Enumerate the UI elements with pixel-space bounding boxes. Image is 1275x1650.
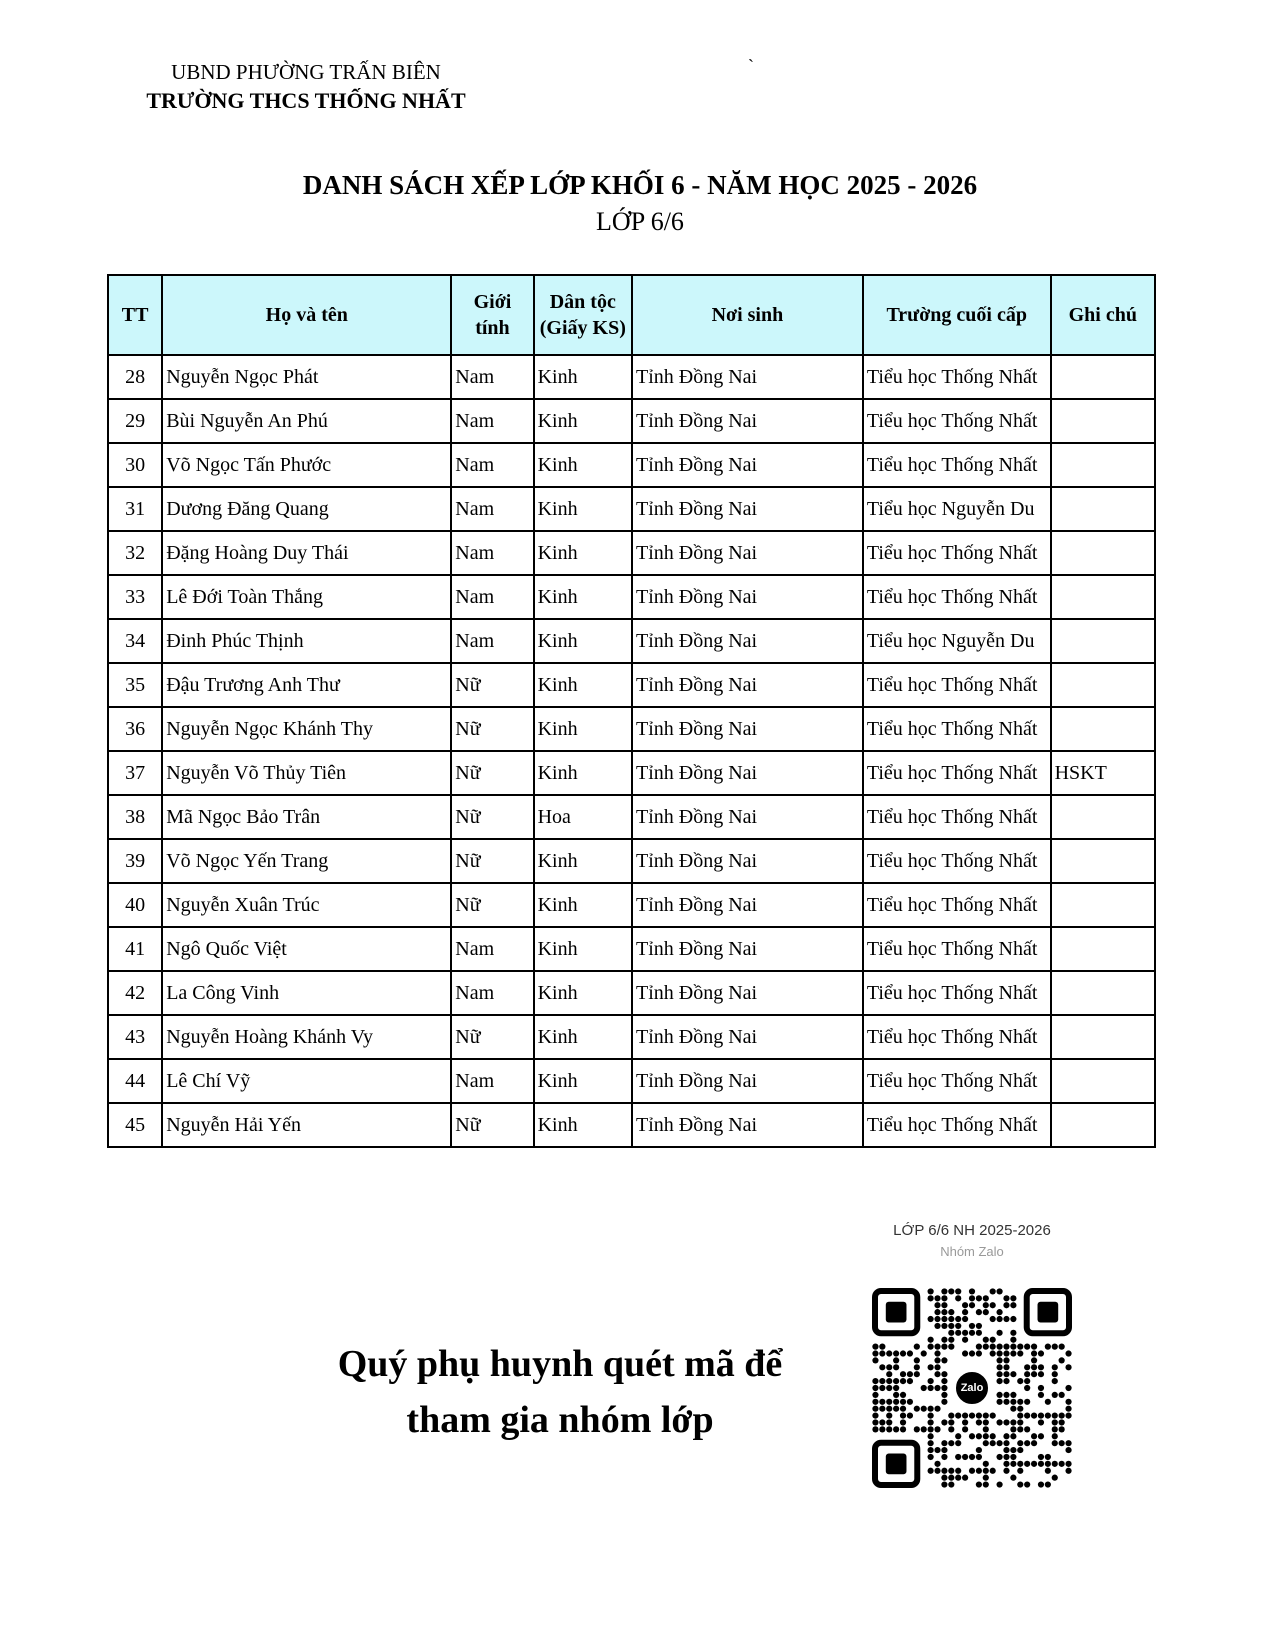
title-block — [160, 168, 1120, 240]
cell-tt: 30 — [108, 443, 162, 487]
cell-prev-school: Tiểu học Thống Nhất — [863, 883, 1051, 927]
cell-gender: Nữ — [451, 795, 533, 839]
cell-prev-school: Tiểu học Thống Nhất — [863, 971, 1051, 1015]
cell-tt: 36 — [108, 707, 162, 751]
cell-name: Lê Đới Toàn Thắng — [162, 575, 451, 619]
cell-name: Nguyễn Xuân Trúc — [162, 883, 451, 927]
cell-ethnicity: Kinh — [534, 971, 632, 1015]
cell-birthplace: Tỉnh Đồng Nai — [632, 619, 863, 663]
cell-prev-school: Tiểu học Nguyễn Du — [863, 619, 1051, 663]
cell-name: Nguyễn Võ Thủy Tiên — [162, 751, 451, 795]
table-row — [108, 883, 1155, 927]
table-row — [108, 927, 1155, 971]
cell-birthplace: Tỉnh Đồng Nai — [632, 663, 863, 707]
cell-prev-school: Tiểu học Thống Nhất — [863, 663, 1051, 707]
cell-name: Đặng Hoàng Duy Thái — [162, 531, 451, 575]
cell-birthplace: Tỉnh Đồng Nai — [632, 487, 863, 531]
cell-gender: Nam — [451, 487, 533, 531]
table-row — [108, 971, 1155, 1015]
table-row — [108, 839, 1155, 883]
cell-tt: 34 — [108, 619, 162, 663]
cell-tt: 40 — [108, 883, 162, 927]
cell-note — [1051, 619, 1155, 663]
qr-title: LỚP 6/6 NH 2025-2026 — [893, 1222, 1051, 1239]
col-header-gender: Giới tính — [451, 275, 533, 355]
cell-birthplace: Tỉnh Đồng Nai — [632, 1103, 863, 1147]
join-group-message — [290, 1336, 830, 1448]
cell-ethnicity: Kinh — [534, 355, 632, 399]
cell-ethnicity: Hoa — [534, 795, 632, 839]
cell-tt: 28 — [108, 355, 162, 399]
cell-name: Nguyễn Hải Yến — [162, 1103, 451, 1147]
cell-name: Đinh Phúc Thịnh — [162, 619, 451, 663]
cell-tt: 35 — [108, 663, 162, 707]
cell-prev-school: Tiểu học Thống Nhất — [863, 531, 1051, 575]
cell-birthplace: Tỉnh Đồng Nai — [632, 971, 863, 1015]
cell-prev-school: Tiểu học Thống Nhất — [863, 795, 1051, 839]
zalo-qr-card — [822, 1222, 1122, 1490]
table-body — [108, 355, 1155, 1147]
cell-ethnicity: Kinh — [534, 399, 632, 443]
cell-note — [1051, 531, 1155, 575]
cell-tt: 39 — [108, 839, 162, 883]
cell-name: La Công Vinh — [162, 971, 451, 1015]
cell-tt: 45 — [108, 1103, 162, 1147]
table-row — [108, 1015, 1155, 1059]
cell-birthplace: Tỉnh Đồng Nai — [632, 927, 863, 971]
cell-prev-school: Tiểu học Nguyễn Du — [863, 487, 1051, 531]
cell-ethnicity: Kinh — [534, 883, 632, 927]
cell-tt: 43 — [108, 1015, 162, 1059]
student-roster-table — [107, 274, 1156, 1148]
cell-gender: Nam — [451, 355, 533, 399]
cell-ethnicity: Kinh — [534, 443, 632, 487]
cell-note — [1051, 575, 1155, 619]
cell-note — [1051, 839, 1155, 883]
cell-prev-school: Tiểu học Thống Nhất — [863, 355, 1051, 399]
cell-ethnicity: Kinh — [534, 1015, 632, 1059]
cell-prev-school: Tiểu học Thống Nhất — [863, 707, 1051, 751]
organization-name: UBND PHƯỜNG TRẤN BIÊN — [171, 60, 441, 84]
table-row — [108, 1059, 1155, 1103]
cell-prev-school: Tiểu học Thống Nhất — [863, 1059, 1051, 1103]
cell-birthplace: Tỉnh Đồng Nai — [632, 883, 863, 927]
table-row — [108, 487, 1155, 531]
table-row — [108, 355, 1155, 399]
cell-prev-school: Tiểu học Thống Nhất — [863, 1103, 1051, 1147]
cell-note — [1051, 1103, 1155, 1147]
cell-gender: Nam — [451, 927, 533, 971]
cell-gender: Nam — [451, 399, 533, 443]
table-row — [108, 619, 1155, 663]
cell-note — [1051, 1015, 1155, 1059]
cell-tt: 42 — [108, 971, 162, 1015]
cell-note — [1051, 883, 1155, 927]
cell-gender: Nam — [451, 971, 533, 1015]
cell-prev-school: Tiểu học Thống Nhất — [863, 927, 1051, 971]
cell-ethnicity: Kinh — [534, 839, 632, 883]
col-header-prev-school: Trường cuối cấp — [863, 275, 1051, 355]
cell-ethnicity: Kinh — [534, 1103, 632, 1147]
cell-gender: Nam — [451, 443, 533, 487]
cell-ethnicity: Kinh — [534, 707, 632, 751]
cell-gender: Nam — [451, 575, 533, 619]
cell-note — [1051, 487, 1155, 531]
cell-gender: Nữ — [451, 1015, 533, 1059]
cell-gender: Nữ — [451, 839, 533, 883]
cell-note — [1051, 443, 1155, 487]
cell-gender: Nam — [451, 1059, 533, 1103]
join-message-line1: Quý phụ huynh quét mã để — [337, 1343, 783, 1385]
cell-name: Bùi Nguyễn An Phú — [162, 399, 451, 443]
cell-tt: 41 — [108, 927, 162, 971]
join-message-line2: tham gia nhóm lớp — [406, 1399, 714, 1441]
cell-tt: 37 — [108, 751, 162, 795]
cell-note — [1051, 663, 1155, 707]
cell-ethnicity: Kinh — [534, 1059, 632, 1103]
cell-gender: Nữ — [451, 751, 533, 795]
cell-tt: 29 — [108, 399, 162, 443]
cell-name: Võ Ngọc Yến Trang — [162, 839, 451, 883]
cell-birthplace: Tỉnh Đồng Nai — [632, 575, 863, 619]
cell-birthplace: Tỉnh Đồng Nai — [632, 1015, 863, 1059]
zalo-logo: Zalo — [952, 1368, 992, 1408]
cell-birthplace: Tỉnh Đồng Nai — [632, 355, 863, 399]
cell-name: Dương Đăng Quang — [162, 487, 451, 531]
cell-prev-school: Tiểu học Thống Nhất — [863, 443, 1051, 487]
cell-note — [1051, 795, 1155, 839]
cell-tt: 33 — [108, 575, 162, 619]
cell-ethnicity: Kinh — [534, 531, 632, 575]
cell-birthplace: Tỉnh Đồng Nai — [632, 1059, 863, 1103]
cell-ethnicity: Kinh — [534, 663, 632, 707]
table-row — [108, 443, 1155, 487]
cell-birthplace: Tỉnh Đồng Nai — [632, 839, 863, 883]
cell-birthplace: Tỉnh Đồng Nai — [632, 751, 863, 795]
col-header-name: Họ và tên — [162, 275, 451, 355]
cell-gender: Nam — [451, 531, 533, 575]
table-row — [108, 663, 1155, 707]
cell-note — [1051, 707, 1155, 751]
col-header-tt: TT — [108, 275, 162, 355]
cell-birthplace: Tỉnh Đồng Nai — [632, 443, 863, 487]
cell-birthplace: Tỉnh Đồng Nai — [632, 399, 863, 443]
document-title: DANH SÁCH XẾP LỚP KHỐI 6 - NĂM HỌC 2025 - 2026 — [302, 170, 978, 200]
table-header-row — [108, 275, 1155, 355]
table-row — [108, 707, 1155, 751]
cell-name: Lê Chí Vỹ — [162, 1059, 451, 1103]
cell-note — [1051, 927, 1155, 971]
cell-prev-school: Tiểu học Thống Nhất — [863, 839, 1051, 883]
cell-tt: 31 — [108, 487, 162, 531]
table-row — [108, 531, 1155, 575]
class-title: LỚP 6/6 — [596, 207, 684, 236]
cell-note — [1051, 355, 1155, 399]
cell-prev-school: Tiểu học Thống Nhất — [863, 575, 1051, 619]
cell-ethnicity: Kinh — [534, 575, 632, 619]
cell-gender: Nam — [451, 619, 533, 663]
col-header-ethnicity: Dân tộc (Giấy KS) — [534, 275, 632, 355]
cell-note — [1051, 971, 1155, 1015]
qr-code-icon[interactable] — [872, 1288, 1072, 1488]
table-row — [108, 1103, 1155, 1147]
cell-name: Mã Ngọc Bảo Trân — [162, 795, 451, 839]
cell-name: Nguyễn Hoàng Khánh Vy — [162, 1015, 451, 1059]
qr-subtitle: Nhóm Zalo — [940, 1244, 1004, 1259]
table-row — [108, 399, 1155, 443]
cell-gender: Nữ — [451, 1103, 533, 1147]
cell-tt: 38 — [108, 795, 162, 839]
cell-gender: Nữ — [451, 663, 533, 707]
col-header-birthplace: Nơi sinh — [632, 275, 863, 355]
cell-note: HSKT — [1051, 751, 1155, 795]
cell-prev-school: Tiểu học Thống Nhất — [863, 399, 1051, 443]
cell-name: Ngô Quốc Việt — [162, 927, 451, 971]
cell-ethnicity: Kinh — [534, 619, 632, 663]
cell-birthplace: Tỉnh Đồng Nai — [632, 531, 863, 575]
document-header — [136, 58, 476, 116]
table-row — [108, 795, 1155, 839]
cell-note — [1051, 399, 1155, 443]
cell-birthplace: Tỉnh Đồng Nai — [632, 707, 863, 751]
cell-prev-school: Tiểu học Thống Nhất — [863, 1015, 1051, 1059]
cell-note — [1051, 1059, 1155, 1103]
table-row — [108, 575, 1155, 619]
cell-birthplace: Tỉnh Đồng Nai — [632, 795, 863, 839]
table-row — [108, 751, 1155, 795]
col-header-note: Ghi chú — [1051, 275, 1155, 355]
cell-gender: Nữ — [451, 707, 533, 751]
cell-ethnicity: Kinh — [534, 927, 632, 971]
cell-tt: 32 — [108, 531, 162, 575]
cell-name: Nguyễn Ngọc Khánh Thy — [162, 707, 451, 751]
school-name: TRƯỜNG THCS THỐNG NHẤT — [146, 88, 466, 113]
cell-ethnicity: Kinh — [534, 751, 632, 795]
cell-prev-school: Tiểu học Thống Nhất — [863, 751, 1051, 795]
stray-mark: ` — [748, 56, 754, 76]
cell-gender: Nữ — [451, 883, 533, 927]
cell-name: Nguyễn Ngọc Phát — [162, 355, 451, 399]
cell-name: Đậu Trương Anh Thư — [162, 663, 451, 707]
cell-name: Võ Ngọc Tấn Phước — [162, 443, 451, 487]
cell-ethnicity: Kinh — [534, 487, 632, 531]
cell-tt: 44 — [108, 1059, 162, 1103]
